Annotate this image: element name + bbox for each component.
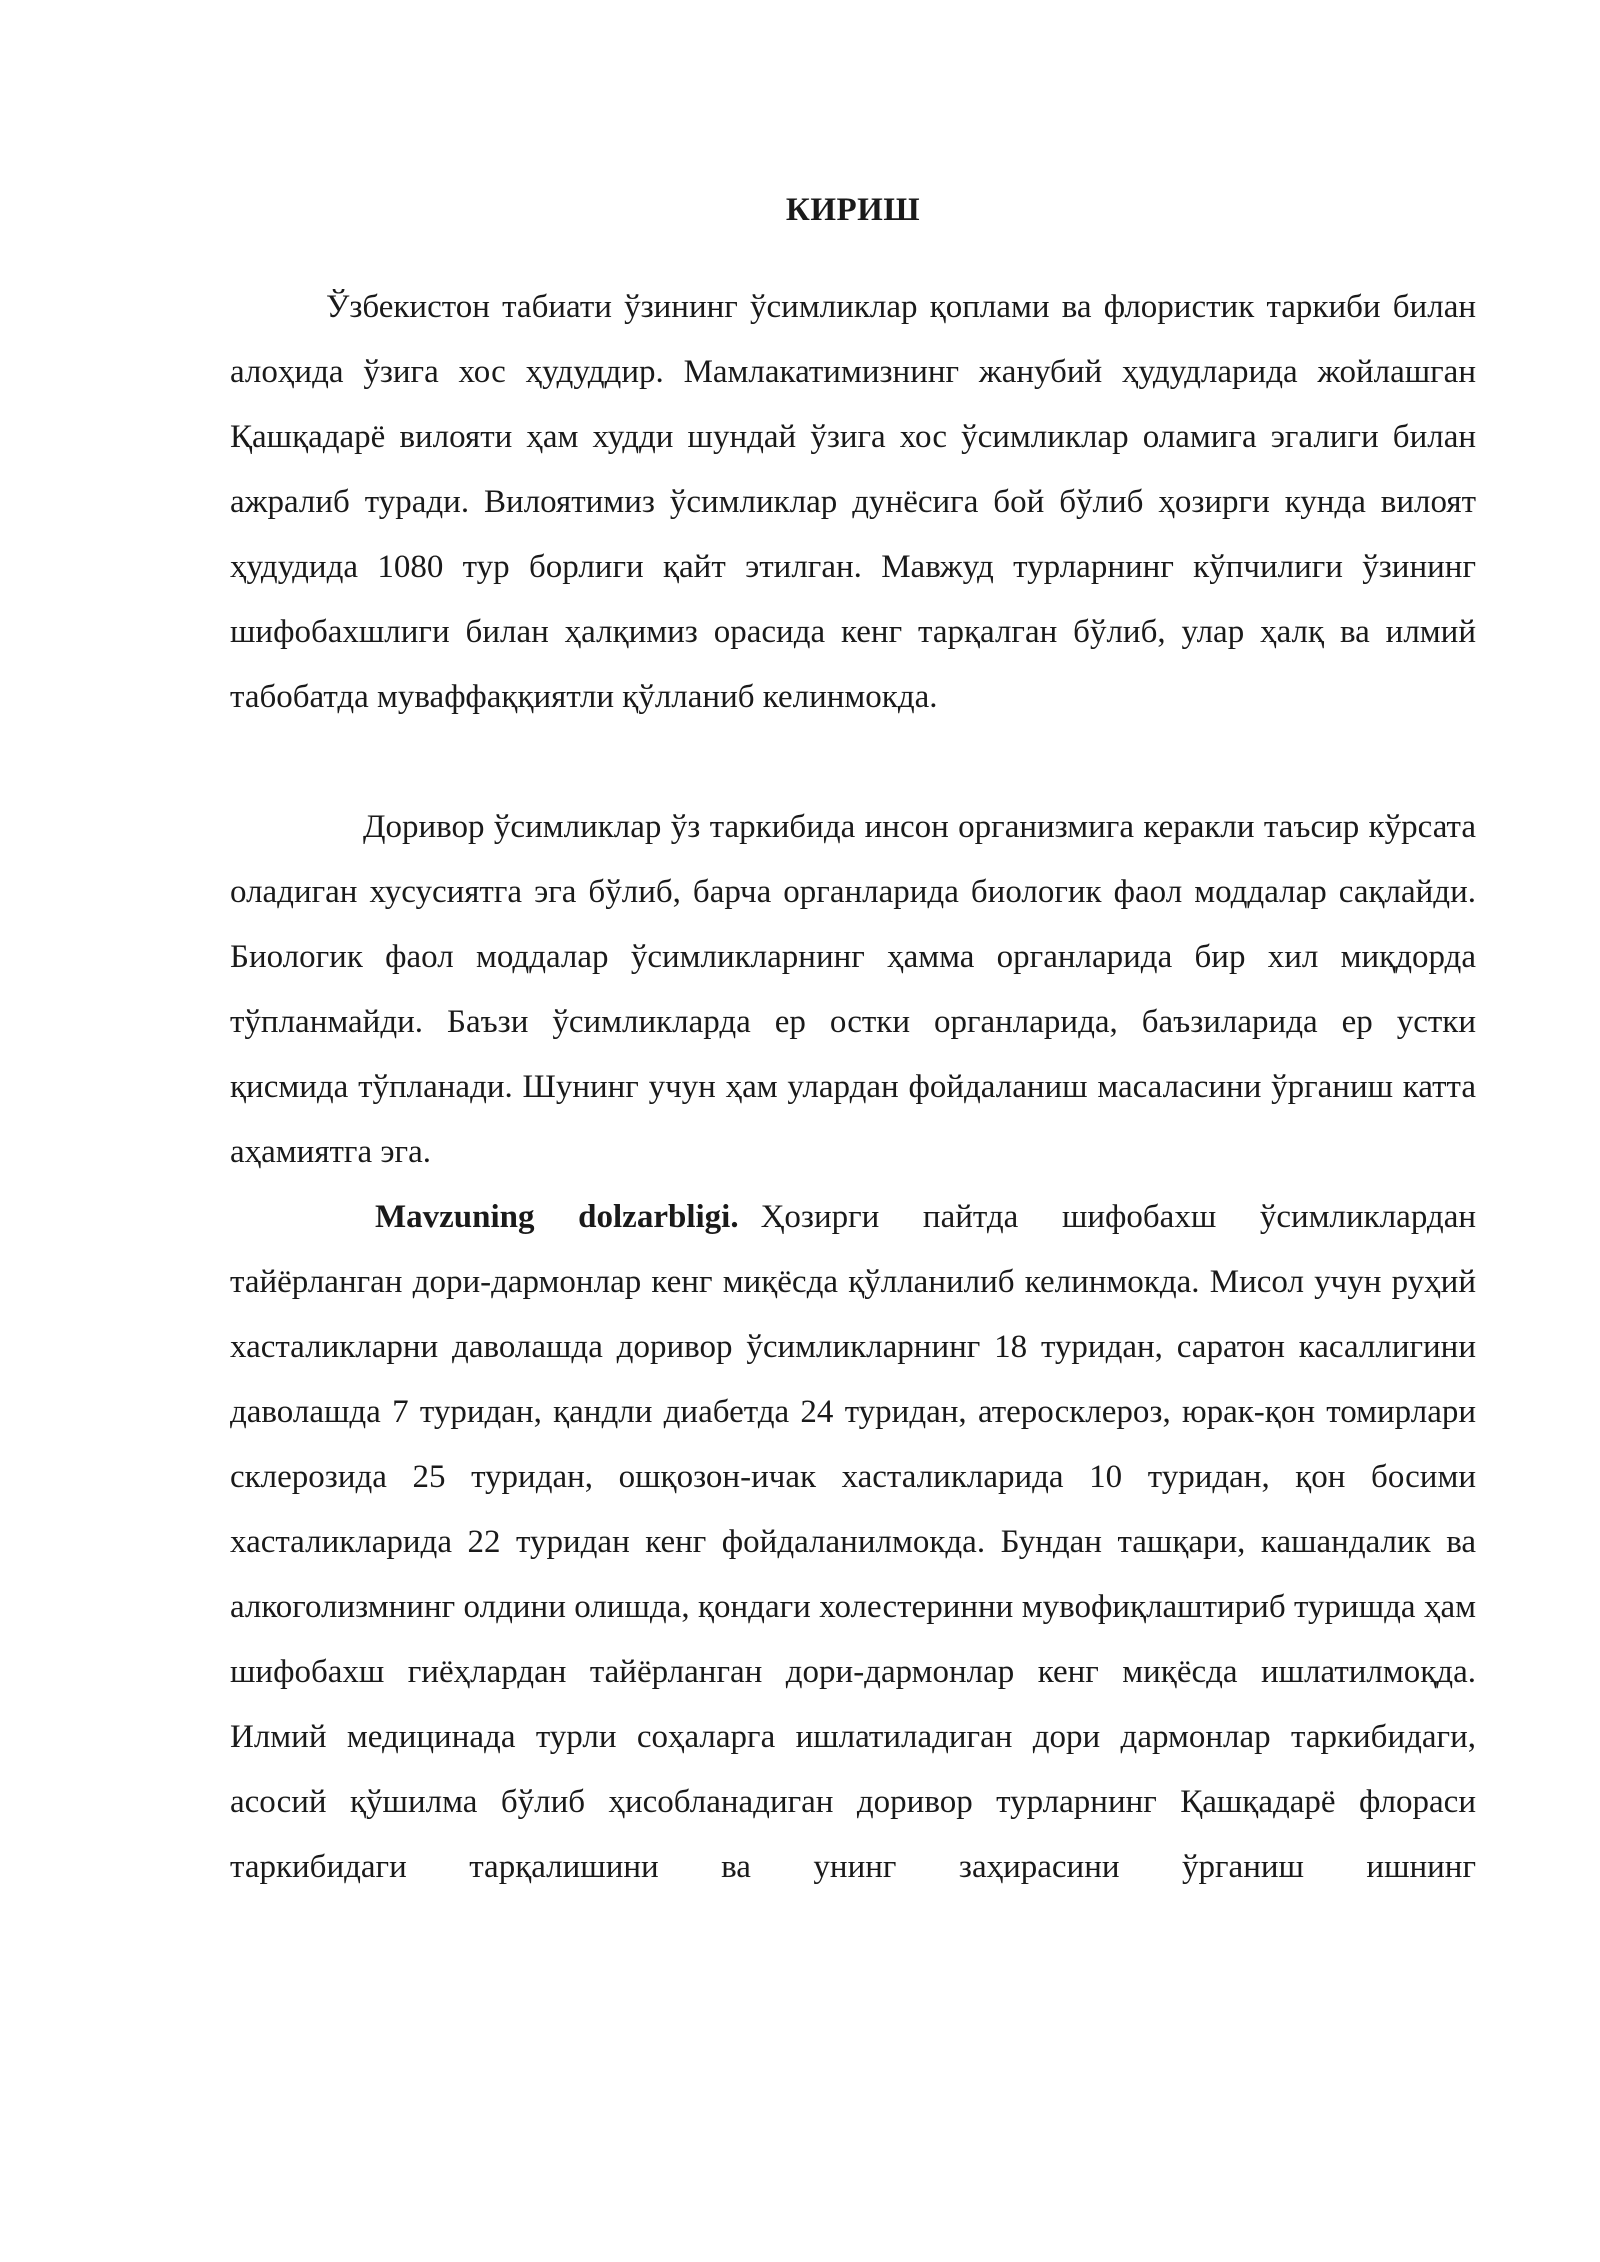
paragraph-relevance-text: Ҳозирги пайтда шифобахш ўсимликлардан тайёрланган дори-дармонлар кенг миқёсда қўлланилиб келинмокда. Мисол учун руҳий хасталикларни даволашда доривор ўсимликларнинг 18 туридан, саратон касаллигини даволашда 7 туридан, қандли диабетда 24 туридан, атеросклероз, юрак-қон томирлари склерозида 25 туридан, ошқозон-ичак хасталикларида 10 туридан, қон босими хасталикларида 22 туридан кенг фойдаланилмокда. Бундан ташқари, кашандалик ва алкоголизмнинг олдини олишда, қондаги холестеринни мувофиқлаштириб туришда ҳам шифобахш гиёҳлардан тайёрланган дори-дармонлар кенг миқёсда ишлатилмоқда. Илмий медицинада турли соҳаларга ишлатиладиган дори дармонлар таркибидаги, асосий қўшилма бўлиб ҳисобланадиган доривор турларнинг Қашқадарё флораси таркибидаги тарқалишини ва унинг заҳирасини ўрганиш ишнинг — [230, 1199, 1476, 1885]
paragraph-relevance — [230, 1185, 1476, 1900]
paragraph-lead-heading: Mavzuning dolzarbligi. — [375, 1199, 739, 1235]
paragraph-medicinal-plants: Доривор ўсимликлар ўз таркибида инсон организмига керакли таъсир кўрсата оладиган хусусиятга эга бўлиб, барча органларида биологик фаол моддалар сақлайди. Биологик фаол моддалар ўсимликларнинг ҳамма органларида бир хил миқдорда тўпланмайди. Баъзи ўсимликларда ер остки органларида, баъзиларида ер устки қисмида тўпланади. Шунинг учун ҳам улардан фойдаланиш масаласини ўрганиш катта аҳамиятга эга. — [230, 809, 1476, 1170]
paragraph-intro: Ўзбекистон табиати ўзининг ўсимликлар қоплами ва флористик таркиби билан алоҳида ўзига хос ҳудуддир. Мамлакатимизнинг жанубий ҳудудларида жойлашган Қашқадарё вилояти ҳам худди шундай ўзига хос ўсимликлар оламига эгалиги билан ажралиб туради. Вилоятимиз ўсимликлар дунёсига бой бўлиб ҳозирги кунда вилоят ҳудудида 1080 тур борлиги қайт этилган. Мавжуд турларнинг кўпчилиги ўзининг шифобахшлиги билан ҳалқимиз орасида кенг тарқалган бўлиб, улар ҳалқ ва илмий табобатда муваффаққиятли қўлланиб келинмокда. — [230, 289, 1476, 715]
page-title: КИРИШ — [785, 192, 921, 228]
